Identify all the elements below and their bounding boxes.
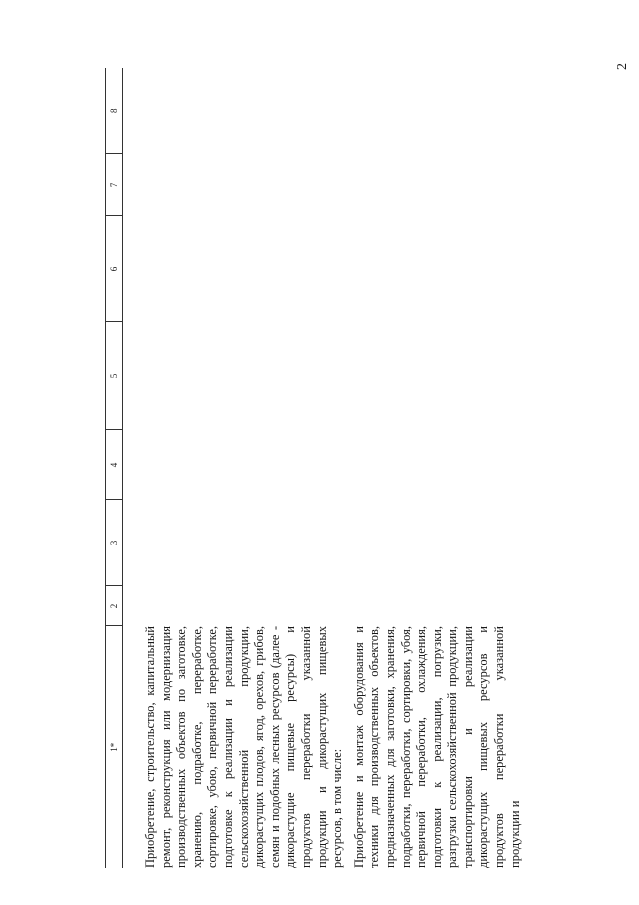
table-cell	[346, 216, 524, 322]
rotated-table-area	[105, 48, 625, 868]
col-header-7: 7	[106, 154, 123, 216]
table-cell	[123, 154, 346, 216]
page-number: 2	[615, 63, 630, 70]
table-row	[346, 68, 524, 868]
table-cell	[123, 500, 346, 586]
row-2-text: Приобретение и монтаж оборудования и техники для производственных объектов, предназначенных для заготовки, хранения, подработки, переработки, сортировки, убоя, первичной переработки, охлаждения, подготовки к реализации, погрузки, разгрузки сельскохозяйственной продукции, транспортировки и реализации дикорастущих пищевых ресурсов и продуктов переработки указанной продукции и	[351, 626, 522, 868]
document-table	[105, 68, 523, 868]
table-cell	[346, 154, 524, 216]
table-cell	[123, 322, 346, 430]
col-header-8: 8	[106, 68, 123, 154]
col-header-6: 6	[106, 216, 123, 322]
table-row	[123, 68, 346, 868]
table-cell	[346, 586, 524, 626]
col-header-5: 5	[106, 322, 123, 430]
row-1-description	[123, 626, 346, 868]
col-header-4: 4	[106, 430, 123, 500]
table-cell	[123, 586, 346, 626]
row-2-description	[346, 626, 524, 868]
table-cell	[346, 500, 524, 586]
table-cell	[123, 430, 346, 500]
table-cell	[123, 216, 346, 322]
col-header-3: 3	[106, 500, 123, 586]
col-header-1: 1*	[106, 626, 123, 868]
row-1-text: Приобретение, строительство, капитальный ремонт, реконструкция или модернизация производственных объектов по заготовке, хранению, подработке, переработке, сортировке, убою, первичной переработке, подготовке к реализации и реализации сельскохозяйственной продукции, дикорастущих плодов, ягод, орехов, грибов, семян и подобных лесных ресурсов (далее - дикорастущие пищевые ресурсы) и продуктов переработки указанной продукции и дикорастущих пищевых ресурсов, в том числе:	[143, 626, 345, 868]
header-row	[106, 68, 123, 868]
table-cell	[346, 68, 524, 154]
table-cell	[346, 430, 524, 500]
table-cell	[123, 68, 346, 154]
col-header-2: 2	[106, 586, 123, 626]
table-cell	[346, 322, 524, 430]
